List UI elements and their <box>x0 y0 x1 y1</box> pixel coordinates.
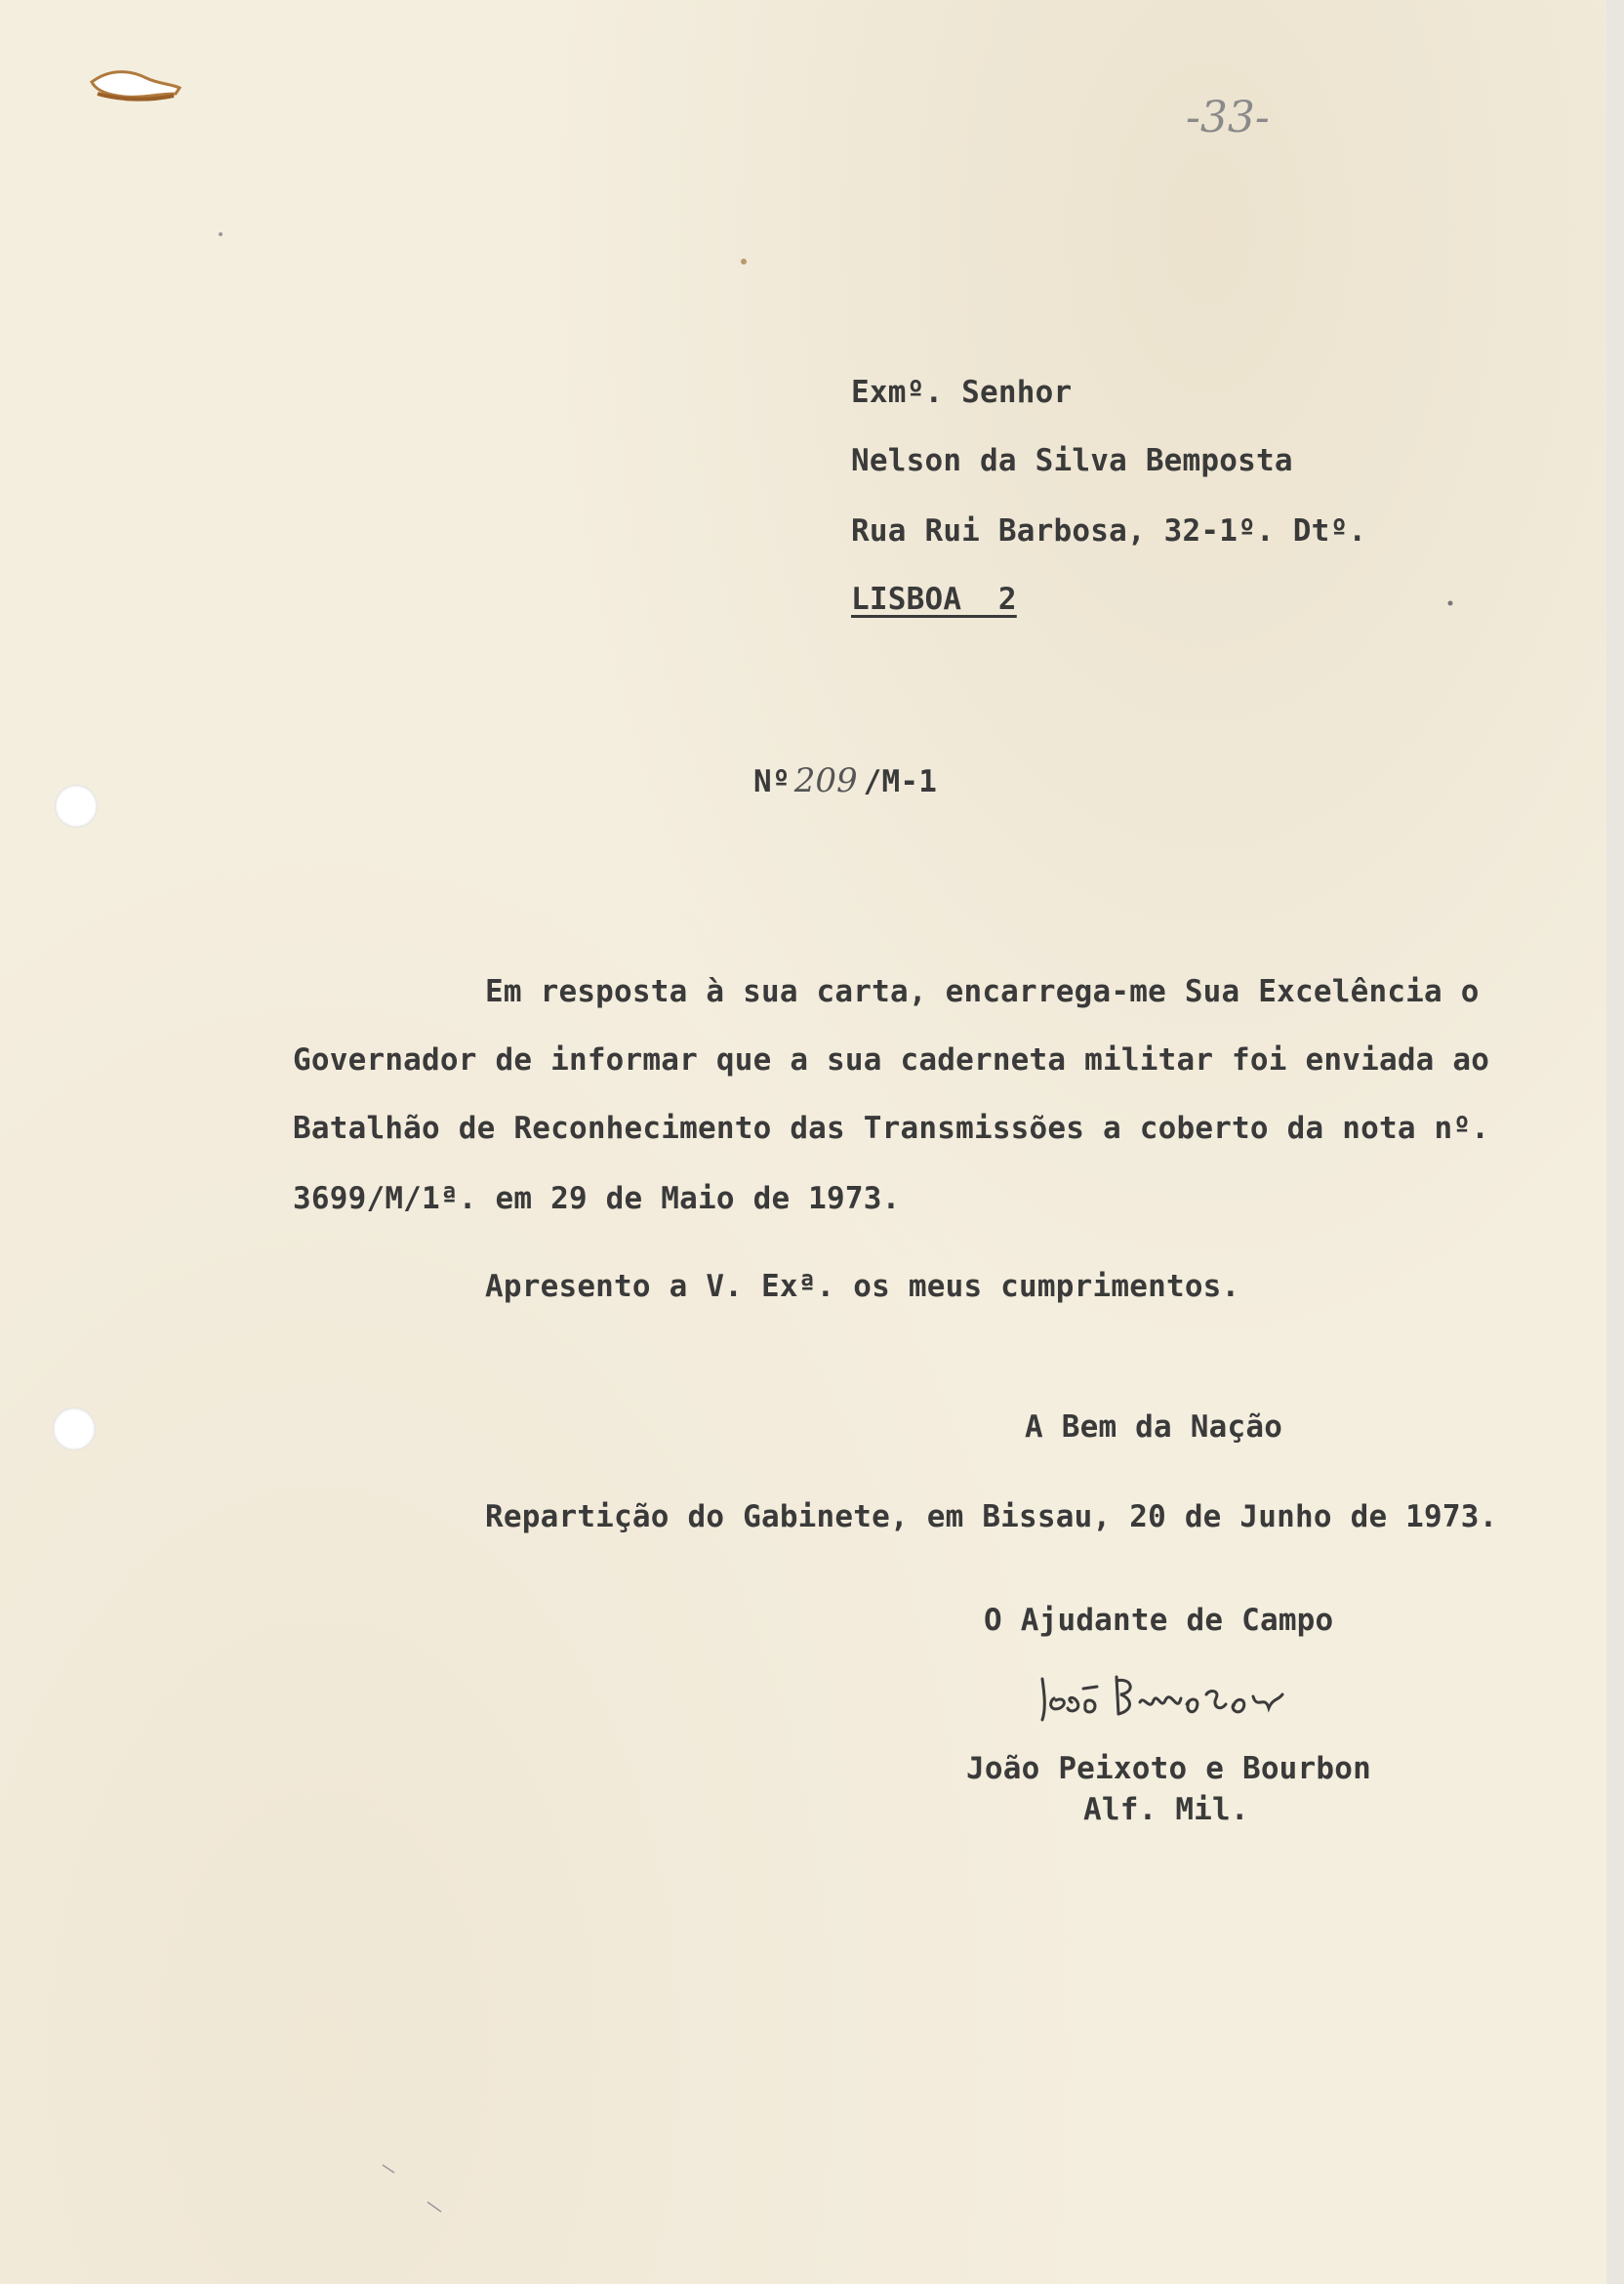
recipient-street: Rua Rui Barbosa, 32-1º. Dtº. <box>851 513 1367 549</box>
signatory-role: O Ajudante de Campo <box>984 1603 1334 1638</box>
body-line-3: Batalhão de Reconhecimento das Transmissões a coberto da nota nº. <box>293 1111 1490 1146</box>
place-date: Repartição do Gabinete, em Bissau, 20 de Junho de 1973. <box>485 1499 1498 1534</box>
scan-edge <box>1606 0 1624 2284</box>
body-line-4: 3699/M/1ª. em 29 de Maio de 1973. <box>293 1181 901 1216</box>
body-line-5: Apresento a V. Exª. os meus cumprimentos. <box>485 1269 1240 1304</box>
body-line-2: Governador de informar que a sua caderneta militar foi enviada ao <box>293 1042 1490 1078</box>
body-line-1: Em resposta à sua carta, encarrega-me Sua Excelência o <box>485 974 1480 1009</box>
recipient-name: Nelson da Silva Bemposta <box>851 443 1293 478</box>
signatory-rank: Alf. Mil. <box>1083 1792 1249 1827</box>
folio-number: -33- <box>1186 93 1270 143</box>
reference-suffix: /M-1 <box>863 764 938 799</box>
closing-formula: A Bem da Nação <box>1025 1409 1283 1445</box>
reference-handwritten-number: 209 <box>793 761 858 800</box>
reference-prefix: Nº <box>753 764 791 799</box>
signatory-name: João Peixoto e Bourbon <box>966 1751 1371 1786</box>
recipient-salutation: Exmº. Senhor <box>851 375 1073 410</box>
recipient-city: LISBOA 2 <box>851 582 1017 617</box>
